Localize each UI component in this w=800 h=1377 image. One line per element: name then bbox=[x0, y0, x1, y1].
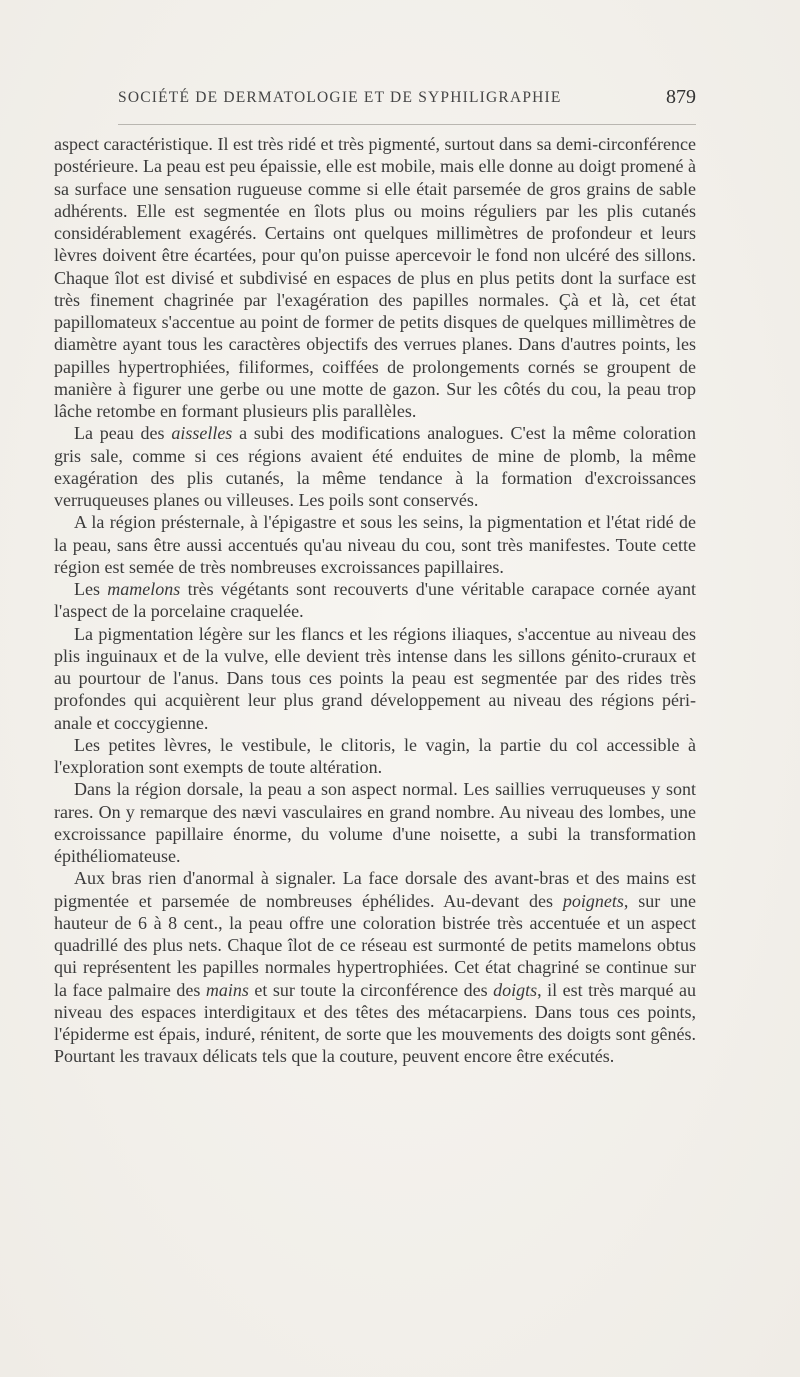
italic-term: poignets bbox=[562, 890, 624, 911]
text-run: Dans la région dorsale, la peau a son aspect normal. Les saillies verruqueuses y sont rares. On y remarque des nævi vasculaires en grand nombre. Au niveau des lombes, une excroissance papillaire énorme, du volume d'une noisette, a subi la transformation épithéliomateuse. bbox=[54, 779, 696, 866]
text-run: et sur toute la circonférence des bbox=[248, 979, 494, 1000]
text-run: Les bbox=[74, 579, 108, 599]
text-run: Les petites lèvres, le vestibule, le clitoris, le vagin, la partie du col accessible à l'exploration sont exempts de toute altération. bbox=[54, 734, 696, 777]
paragraph bbox=[54, 133, 696, 422]
text-run: A la région présternale, à l'épigastre et sous les seins, la pigmentation et l'état ridé de la peau, sans être aussi accentués qu'au niveau du cou, sont très manifestes. Toute cette région est semée de très nombreuses excroissances papillaires. bbox=[54, 512, 696, 577]
text-run: , il est très marqué au niveau des espaces interdigitaux et des têtes des métacarpiens. Dans tous ces points, l'épiderme est épais, induré, rénitent, de sorte que les mouvements des doigts sont gênés. Pourtant les travaux délicats tels que la couture, peuvent encore être exécutés. bbox=[54, 979, 696, 1067]
text-run: Aux bras rien d'anormal à signaler. La face dorsale des avant-bras et des mains est pigmentée et parsemée de nombreuses éphélides. Au-devant des bbox=[54, 868, 696, 911]
page-number: 879 bbox=[666, 86, 696, 108]
italic-term: mains bbox=[205, 979, 249, 1000]
paragraph bbox=[54, 867, 696, 1067]
italic-term: aisselles bbox=[171, 423, 233, 444]
text-run: très végétants sont recouverts d'une véritable carapace cornée ayant l'aspect de la porcelaine craquelée. bbox=[54, 579, 696, 622]
paragraph bbox=[54, 511, 696, 578]
page-header bbox=[118, 86, 696, 114]
paragraph bbox=[54, 578, 696, 623]
italic-term: doigts bbox=[493, 979, 538, 1000]
text-run: aspect caractéristique. Il est très ridé et très pigmenté, surtout dans sa demi-circonférence postérieure. La peau est peu épaissie, elle est mobile, mais elle donne au doigt promené à sa surface une sensation rugueuse comme si elle était parsemée de gros grains de sable adhérents. Elle est segmentée en îlots plus ou moins réguliers par les plis cutanés considérablement exagérés. Certains ont quelques millimètres de profondeur et leurs lèvres doivent être écartées, pour qu'on puisse apercevoir le fond non ulcéré des sillons. Chaque îlot est divisé et subdivisé en espaces de plus en plus petits dont la surface est très finement chagrinée par l'exagération des papilles normales. Çà et là, cet état papillomateux s'accentue au point de former de petits disques de quelques millimètres de diamètre ayant tous les caractères objectifs des verrues planes. Dans d'autres points, les papilles hypertrophiées, filiformes, coiffées de prolongements cornés se groupent de manière à figurer une gerbe ou une motte de gazon. Sur les côtés du cou, la peau trop lâche retombe en formant plusieurs plis parallèles. bbox=[54, 134, 696, 421]
text-run: , sur une hauteur de 6 à 8 cent., la peau offre une coloration bistrée très accentuée et un aspect quadrillé des plus nets. Chaque îlot de ce réseau est surmonté de petits mamelons obtus qui représentent les papilles normales hypertrophiées. Cet état chagriné se continue sur la face palmaire des bbox=[54, 890, 696, 1000]
text-run: La peau des bbox=[74, 423, 172, 444]
running-title: SOCIÉTÉ DE DERMATOLOGIE ET DE SYPHILIGRAPHIE bbox=[118, 89, 562, 106]
header-rule bbox=[118, 124, 696, 125]
paragraph bbox=[54, 623, 696, 734]
body-text bbox=[54, 133, 696, 1068]
paragraph bbox=[54, 778, 696, 867]
text-run: La pigmentation légère sur les flancs et les régions iliaques, s'accentue au niveau des plis inguinaux et de la vulve, elle devient très intense dans les sillons génito-cruraux et au pourtour de l'anus. Dans tous ces points la peau est segmentée par des rides très profondes qui acquièrent leur plus grand développement au niveau des régions péri-anale et coccygienne. bbox=[54, 623, 696, 733]
paragraph bbox=[54, 734, 696, 779]
italic-term: mamelons bbox=[107, 579, 181, 599]
paragraph bbox=[54, 422, 696, 511]
text-run: a subi des modifications analogues. C'est la même coloration gris sale, comme si ces régions avaient été enduites de mine de plomb, la même exagération des plis cutanés, la même tendance à la formation d'excroissances verruqueuses planes ou villeuses. Les poils sont conservés. bbox=[54, 423, 696, 510]
